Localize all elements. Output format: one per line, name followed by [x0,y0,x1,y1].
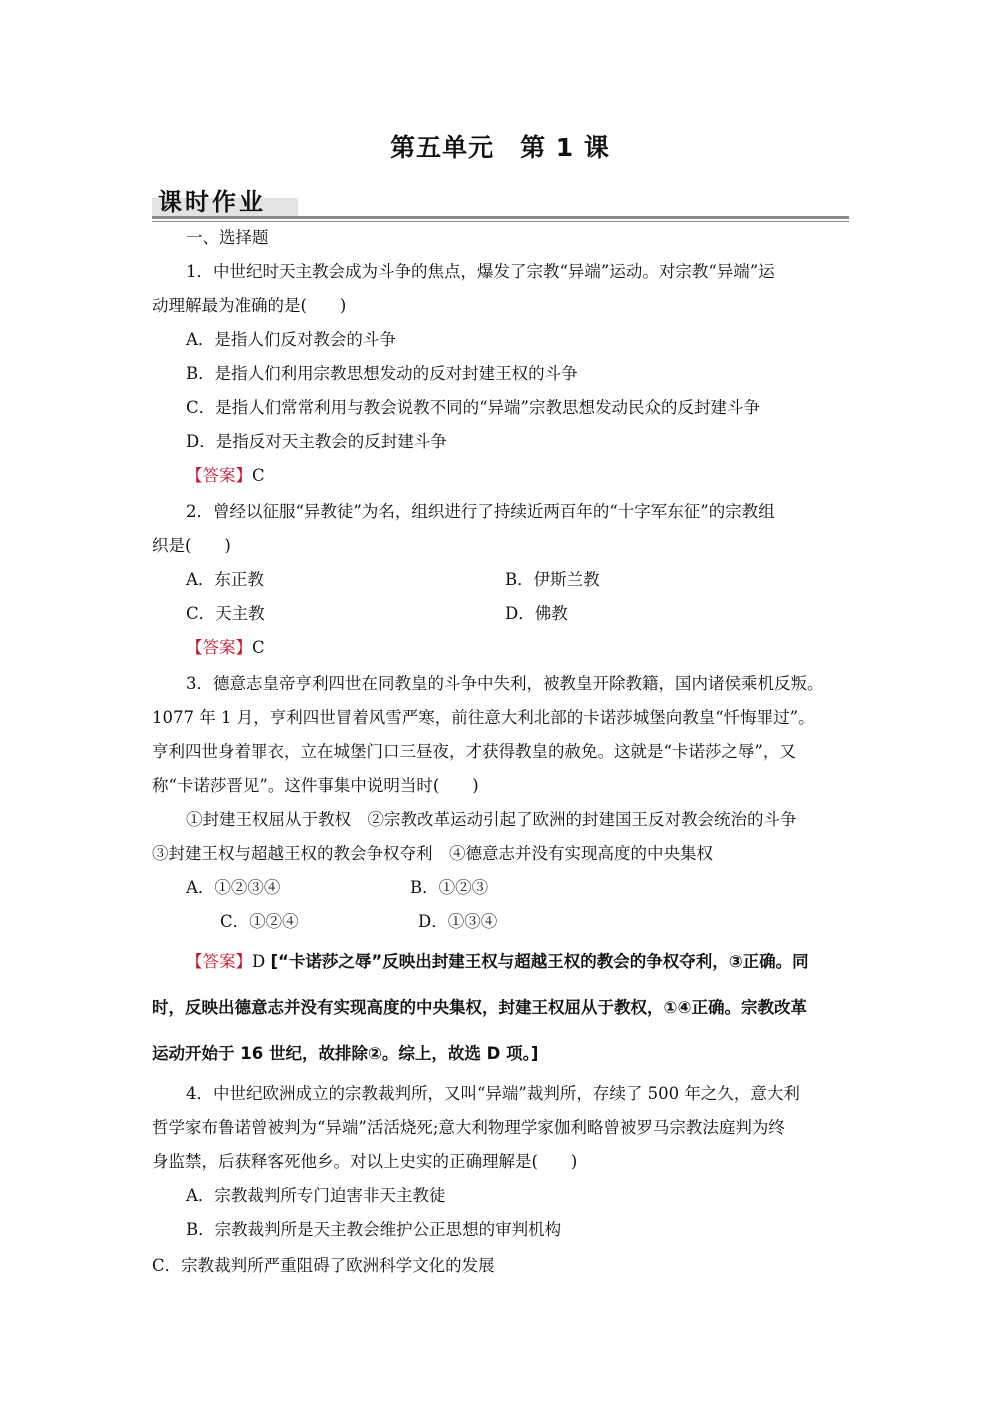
q4-stem-line: 身监禁，后获释客死他乡。对以上史实的正确理解是( ) [152,1152,578,1171]
q1-option-b: B．是指人们利用宗教思想发动的反对封建王权的斗争 [186,364,578,383]
q3-statements: ①封建王权屈从于教权 ②宗教改革运动引起了欧洲的封建国王反对教会统治的斗争 [186,810,797,829]
answer-tag: 【答案】 [186,638,252,657]
q3-stem-line: 3．德意志皇帝亨利四世在同教皇的斗争中失利，被教皇开除教籍，国内诸侯乘机反叛。 [186,674,824,693]
q4-option-b: B．宗教裁判所是天主教会维护公正思想的审判机构 [186,1220,562,1239]
q4-stem-line: 4．中世纪欧洲成立的宗教裁判所，又叫“异端”裁判所，存续了 500 年之久，意大利 [186,1084,800,1103]
q4-option-c: C．宗教裁判所严重阻碍了欧洲科学文化的发展 [152,1256,495,1275]
q3-answer-value: D [252,952,266,971]
q1-stem-line: 1．中世纪时天主教会成为斗争的焦点，爆发了宗教“异端”运动。对宗教“异端”运 [186,262,775,281]
q2-option-c: C．天主教 [186,604,265,623]
q3-option-a: A．①②③④ [186,878,281,897]
q3-stem-line: 1077 年 1 月，亨利四世冒着风雪严寒，前往意大利北部的卡诺莎城堡向教皇“忏悔罪过”。 [152,708,815,727]
q2-option-b: B．伊斯兰教 [505,570,600,589]
q3-stem-line: 亨利四世身着罪衣，立在城堡门口三昼夜，才获得教皇的赦免。这就是“卡诺莎之辱”，又 [152,742,796,761]
q1-answer-value: C [252,466,265,485]
q4-option-a: A．宗教裁判所专门迫害非天主教徒 [186,1186,446,1205]
q3-option-d: D．①③④ [418,912,498,931]
q3-explanation-line: 运动开始于 16 世纪，故排除②。综上，故选 D 项。] [152,1044,539,1063]
section-header [152,180,849,224]
section-divider [152,216,849,219]
section-label: 课时作业 [158,188,266,216]
answer-tag: 【答案】 [186,952,252,971]
section-divider-thin [152,221,849,222]
q2-stem-line: 织是( ) [152,536,231,555]
q1-option-d: D．是指反对天主教会的反封建斗争 [186,432,447,451]
answer-tag: 【答案】 [186,466,252,485]
q2-option-a: A．东正教 [186,570,264,589]
part-heading: 一、选择题 [186,228,269,247]
q3-answer [186,952,809,972]
q3-explanation-line: [“卡诺莎之辱”反映出封建王权与超越王权的教会的争权夺利，③正确。同 [270,952,809,971]
q2-answer [186,638,265,658]
q3-explanation-line: 时，反映出德意志并没有实现高度的中央集权，封建王权屈从于教权，①④正确。宗教改革 [152,998,807,1017]
q2-stem-line: 2．曾经以征服“异教徒”为名，组织进行了持续近两百年的“十字军东征”的宗教组 [186,502,775,521]
page-title: 第五单元 第 1 课 [390,133,610,162]
q3-option-c: C．①②④ [220,912,299,931]
q3-statements: ③封建王权与超越王权的教会争权夺利 ④德意志并没有实现高度的中央集权 [152,844,713,863]
q3-option-b: B．①②③ [410,878,489,897]
q1-answer [186,466,265,486]
q1-option-a: A．是指人们反对教会的斗争 [186,330,396,349]
q1-option-c: C．是指人们常常利用与教会说教不同的“异端”宗教思想发动民众的反封建斗争 [186,398,760,417]
q1-stem-line: 动理解最为准确的是( ) [152,296,347,315]
q2-option-d: D．佛教 [505,604,568,623]
q4-stem-line: 哲学家布鲁诺曾被判为“异端”活活烧死;意大利物理学家伽利略曾被罗马宗教法庭判为终 [152,1118,785,1137]
q3-stem-line: 称“卡诺莎晋见”。这件事集中说明当时( ) [152,776,479,795]
q2-answer-value: C [252,638,265,657]
